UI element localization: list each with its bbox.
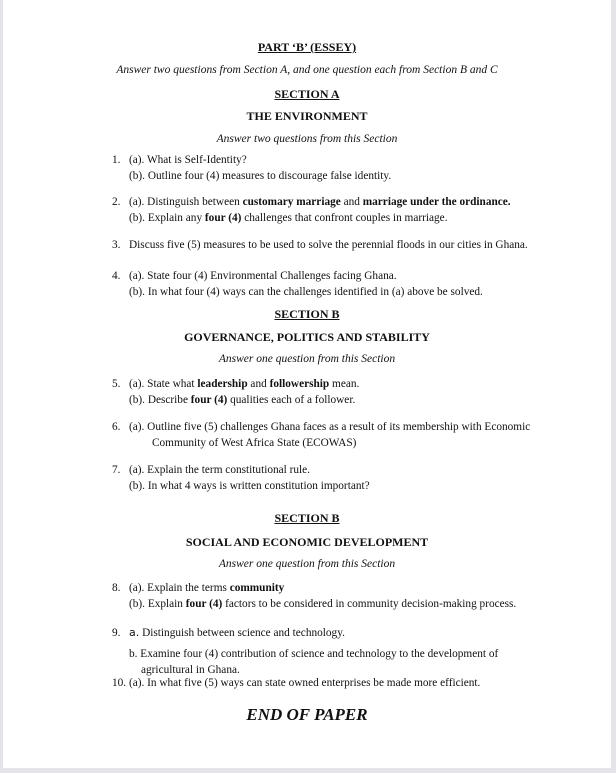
- bold-term: marriage under the ordinance.: [362, 196, 511, 208]
- question-7: [112, 462, 370, 494]
- question-number: 2.: [112, 196, 121, 208]
- bold-term: four (4): [204, 212, 242, 224]
- bold-term: leadership: [197, 378, 248, 390]
- text: mean.: [329, 378, 360, 390]
- question-3: [112, 237, 528, 253]
- question-number: 8.: [112, 582, 121, 594]
- question-number: 3.: [112, 239, 121, 251]
- question-10: [112, 675, 480, 691]
- question-9b: [112, 646, 498, 678]
- question-number: 5.: [112, 378, 121, 390]
- question-number: 1.: [112, 154, 121, 166]
- section-c-label: SECTION B: [274, 511, 340, 525]
- question-6a-line2: Community of West Africa State (ECOWAS): [152, 437, 357, 449]
- text: (b). Explain any: [129, 212, 205, 224]
- question-4b: (b). In what four (4) ways can the challenges identified in (a) above be solved.: [129, 286, 483, 298]
- question-5a: [129, 376, 359, 392]
- section-a-instruction: Answer two questions from this Section: [216, 133, 398, 145]
- question-9b-line1: b. Examine four (4) contribution of science and technology to the development of: [129, 648, 499, 660]
- question-6: [112, 419, 530, 451]
- section-c-heading: SOCIAL AND ECONOMIC DEVELOPMENT: [185, 535, 429, 549]
- section-b-heading: GOVERNANCE, POLITICS AND STABILITY: [184, 330, 430, 344]
- section-b-label: SECTION B: [274, 307, 340, 321]
- question-2a: [129, 194, 511, 210]
- text: qualities each of a follower.: [227, 394, 356, 406]
- question-number: 6.: [112, 421, 121, 433]
- question-1b: (b). Outline four (4) measures to discourage false identity.: [129, 170, 392, 182]
- question-1a: (a). What is Self-Identity?: [129, 154, 247, 166]
- question-9: [112, 625, 498, 678]
- text: (a). Explain the terms: [129, 582, 230, 594]
- bold-term: four (4): [190, 394, 228, 406]
- bold-term: community: [229, 582, 285, 594]
- question-6a-line1: (a). Outline five (5) challenges Ghana faces as a result of its membership with Economic: [129, 421, 531, 433]
- section-a-label: SECTION A: [274, 87, 340, 101]
- question-2: [112, 194, 511, 226]
- text: (a). Distinguish between: [129, 196, 243, 208]
- text: Distinguish between science and technology.: [139, 627, 345, 639]
- question-7a: (a). Explain the term constitutional rule.: [129, 464, 311, 476]
- text: (b). Explain: [129, 598, 186, 610]
- text: challenges that confront couples in marriage.: [241, 212, 448, 224]
- section-b-instruction: Answer one question from this Section: [218, 353, 396, 365]
- question-number: 7.: [112, 464, 121, 476]
- end-of-paper: END OF PAPER: [246, 705, 368, 724]
- question-5b: [129, 392, 359, 408]
- section-c-instruction: Answer one question from this Section: [218, 558, 396, 570]
- bold-term: customary marriage: [242, 196, 341, 208]
- bold-term: followership: [269, 378, 330, 390]
- question-8b: [129, 596, 516, 612]
- section-a-heading: THE ENVIRONMENT: [246, 109, 368, 123]
- part-title: PART ‘B’ (ESSEY): [257, 40, 357, 54]
- question-number: 9.: [112, 627, 121, 639]
- text: and: [247, 378, 270, 390]
- question-2b: [129, 210, 511, 226]
- question-9b-line2: agricultural in Ghana.: [141, 664, 240, 676]
- question-8: [112, 580, 516, 612]
- question-4a: (a). State four (4) Environmental Challenges facing Ghana.: [129, 270, 397, 282]
- question-3-text: Discuss five (5) measures to be used to solve the perennial floods in our cities in Ghana.: [129, 239, 528, 251]
- question-7b: (b). In what 4 ways is written constitution important?: [129, 480, 370, 492]
- question-4: [112, 268, 483, 300]
- question-number: 4.: [112, 270, 121, 282]
- exam-page: [3, 0, 611, 768]
- question-9a: [112, 625, 498, 641]
- bold-term: four (4): [185, 598, 223, 610]
- question-1: [112, 152, 391, 184]
- question-5: [112, 376, 359, 408]
- text: and: [340, 196, 363, 208]
- question-number: 10.: [112, 677, 127, 689]
- question-8a: [129, 580, 516, 596]
- text: (b). Describe: [129, 394, 191, 406]
- text: (a). State what: [129, 378, 198, 390]
- text: factors to be considered in community decision-making process.: [222, 598, 517, 610]
- sub-label: a.: [129, 626, 140, 639]
- main-instruction: Answer two questions from Section A, and one question each from Section B and C: [116, 64, 498, 76]
- question-10a: (a). In what five (5) ways can state owned enterprises be made more efficient.: [128, 677, 481, 689]
